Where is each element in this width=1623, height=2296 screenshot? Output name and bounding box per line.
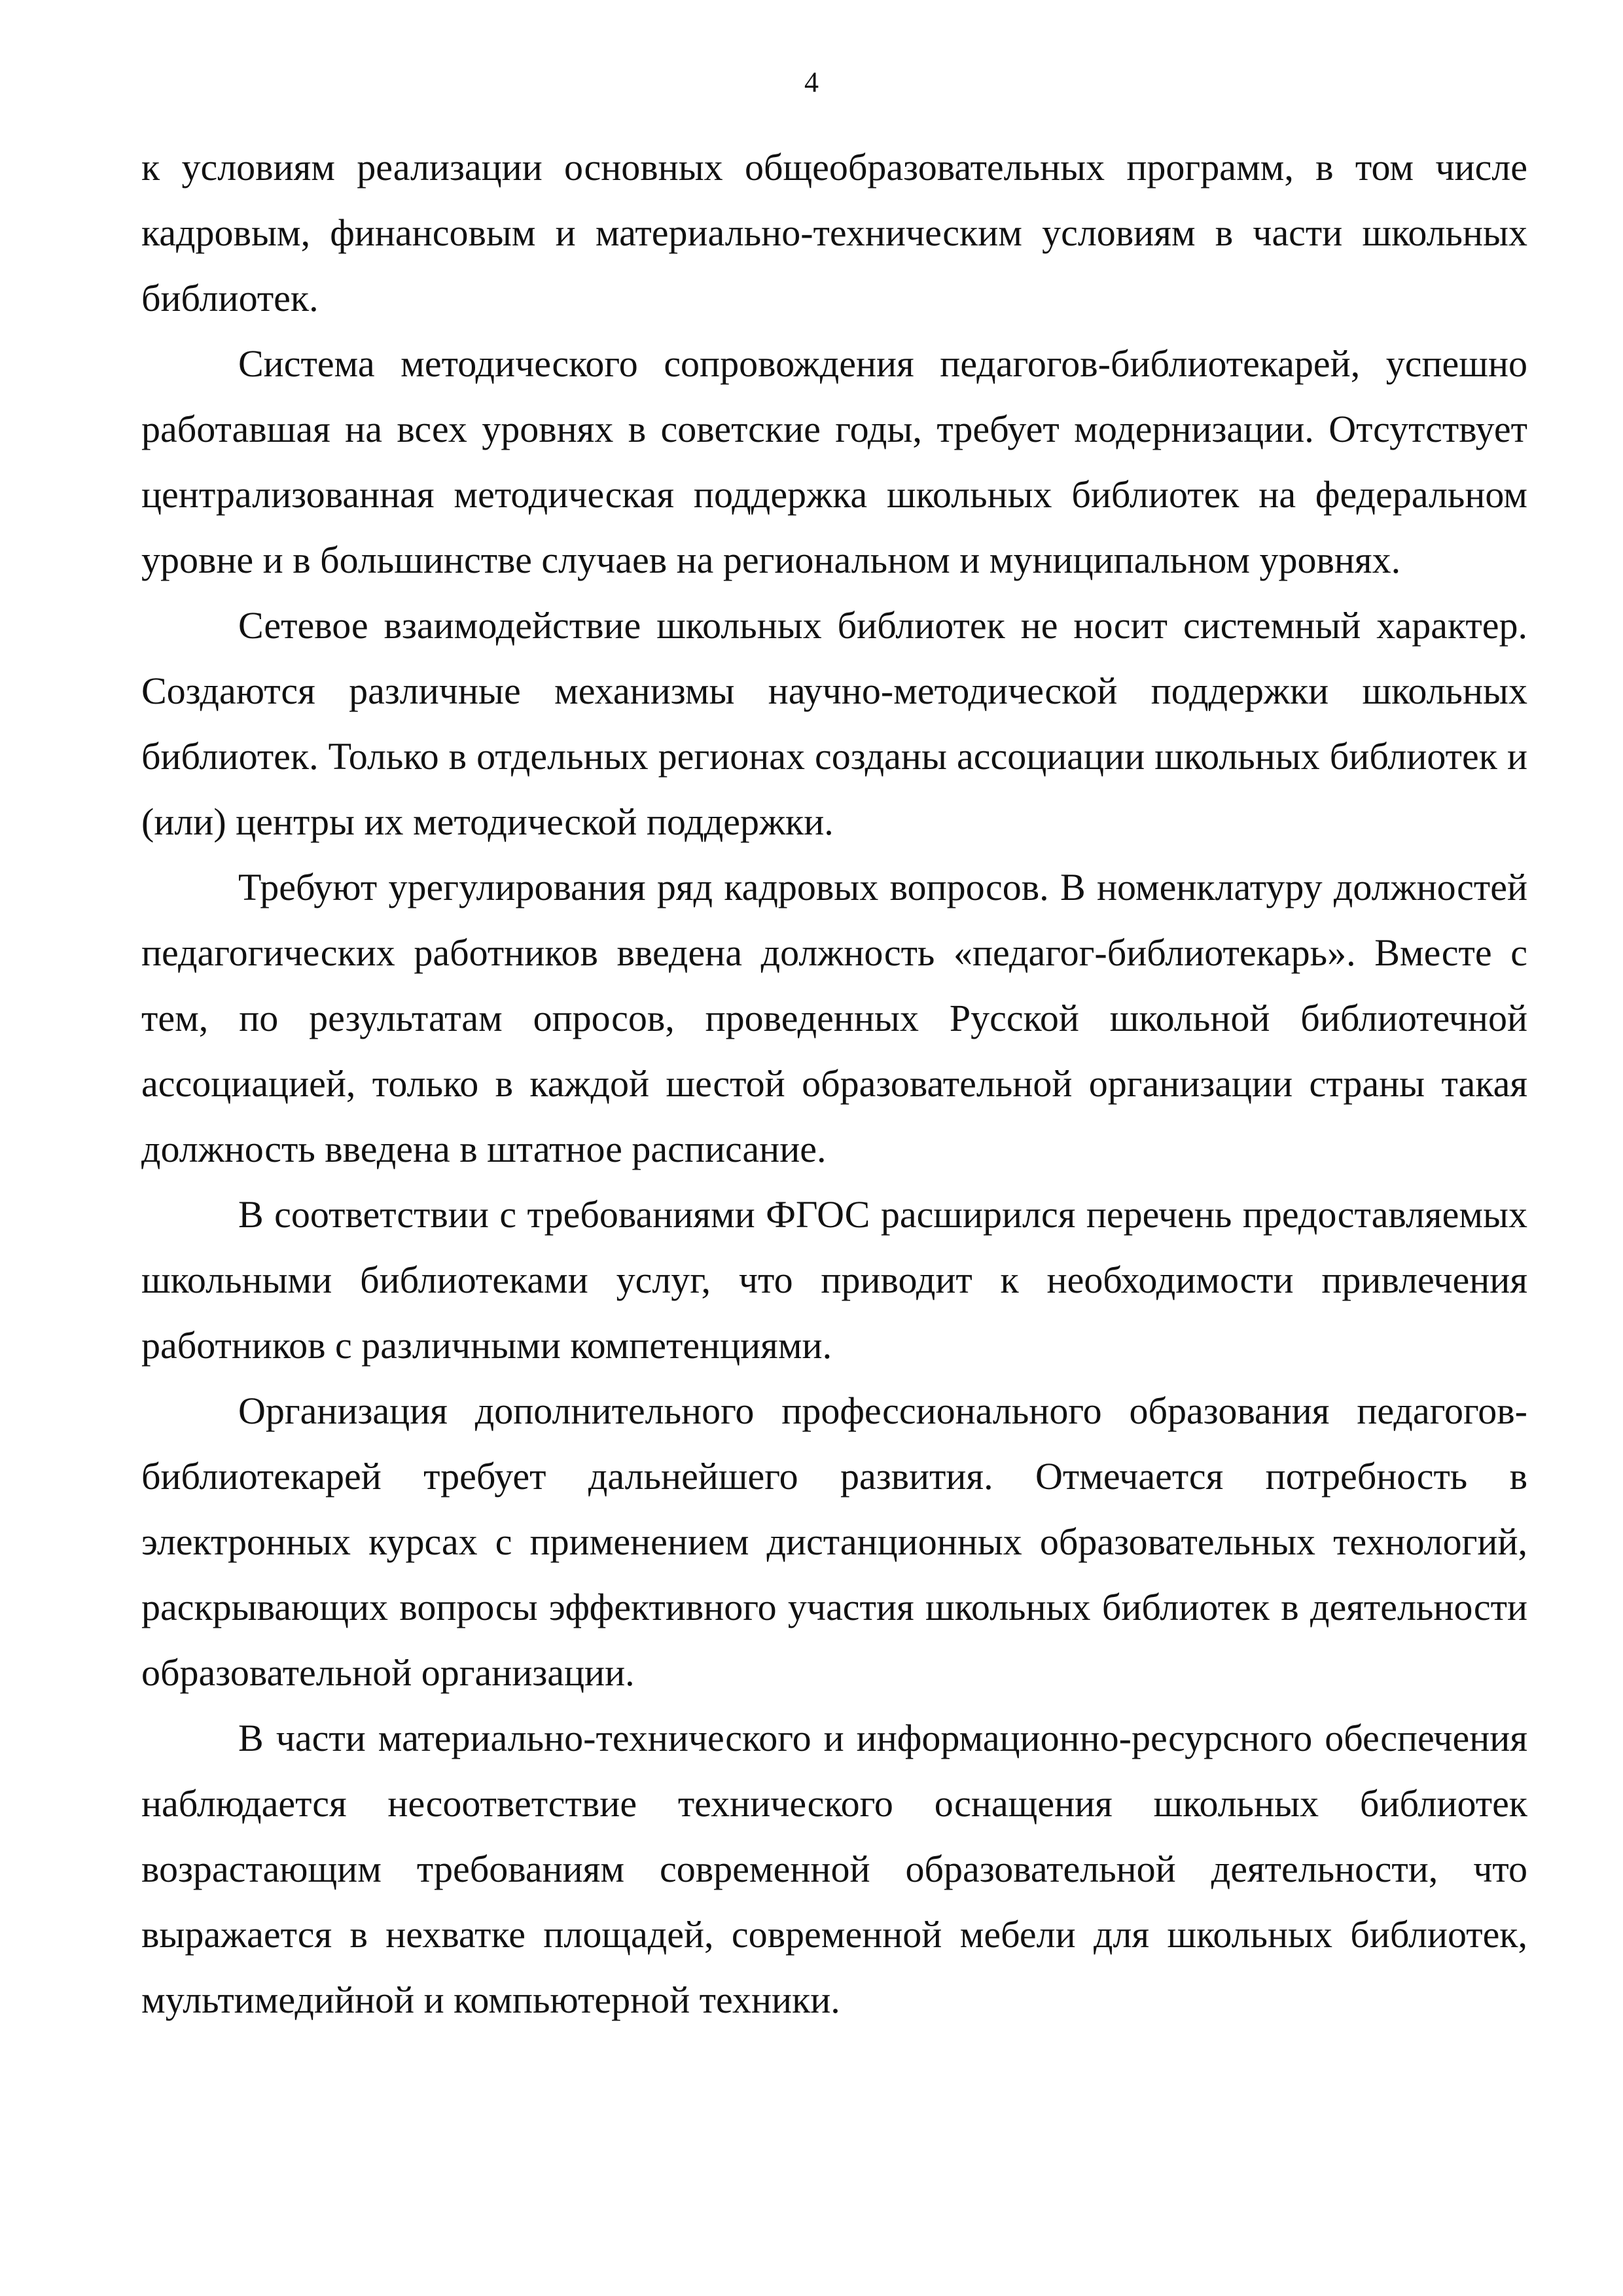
paragraph-methodical-support: Система методического сопровождения педагогов-библиотекарей, успешно работавшая на всех уровнях в советские годы, требует модернизации. Отсутствует централизованная методическая поддержка школьных библиотек на федеральном уровне и в большинстве случаев на региональном и муниципальном уровнях. (141, 342, 1527, 581)
paragraph-network-interaction: Сетевое взаимодействие школьных библиотек не носит системный характер. Создаются различные механизмы научно-методической поддержки школьных библиотек. Только в отдельных регионах созданы ассоциации школьных библиотек и (или) центры их методической поддержки. (141, 604, 1527, 843)
paragraph-professional-education: Организация дополнительного профессионального образования педагогов-библиотекарей требует дальнейшего развития. Отмечается потребность в электронных курсах с применением дистанционных образовательных технологий, раскрывающих вопросы эффективного участия школьных библиотек в деятельности образовательной организации. (141, 1390, 1527, 1694)
paragraph-staffing-issues: Требуют урегулирования ряд кадровых вопросов. В номенклатуру должностей педагогических работников введена должность «педагог-библиотекарь». Вместе с тем, по результатам опросов, проведенных Русской школьной библиотечной ассоциацией, только в каждой шестой образовательной организации страны такая должность введена в штатное расписание. (141, 866, 1527, 1170)
paragraph-continuation: к условиям реализации основных общеобразовательных программ, в том числе кадровым, финансовым и материально-техническим условиям в части школьных библиотек. (141, 146, 1527, 319)
paragraph-material-technical: В части материально-технического и информационно-ресурсного обеспечения наблюдается несоответствие технического оснащения школьных библиотек возрастающим требованиям современной образовательной деятельности, что выражается в нехватке площадей, современной мебели для школьных библиотек, мультимедийной и компьютерной техники. (141, 1717, 1527, 2021)
page-number: 4 (804, 66, 819, 98)
document-body (141, 135, 1527, 2033)
paragraph-fgos-services: В соответствии с требованиями ФГОС расширился перечень предоставляемых школьными библиотеками услуг, что приводит к необходимости привлечения работников с различными компетенциями. (141, 1193, 1527, 1367)
